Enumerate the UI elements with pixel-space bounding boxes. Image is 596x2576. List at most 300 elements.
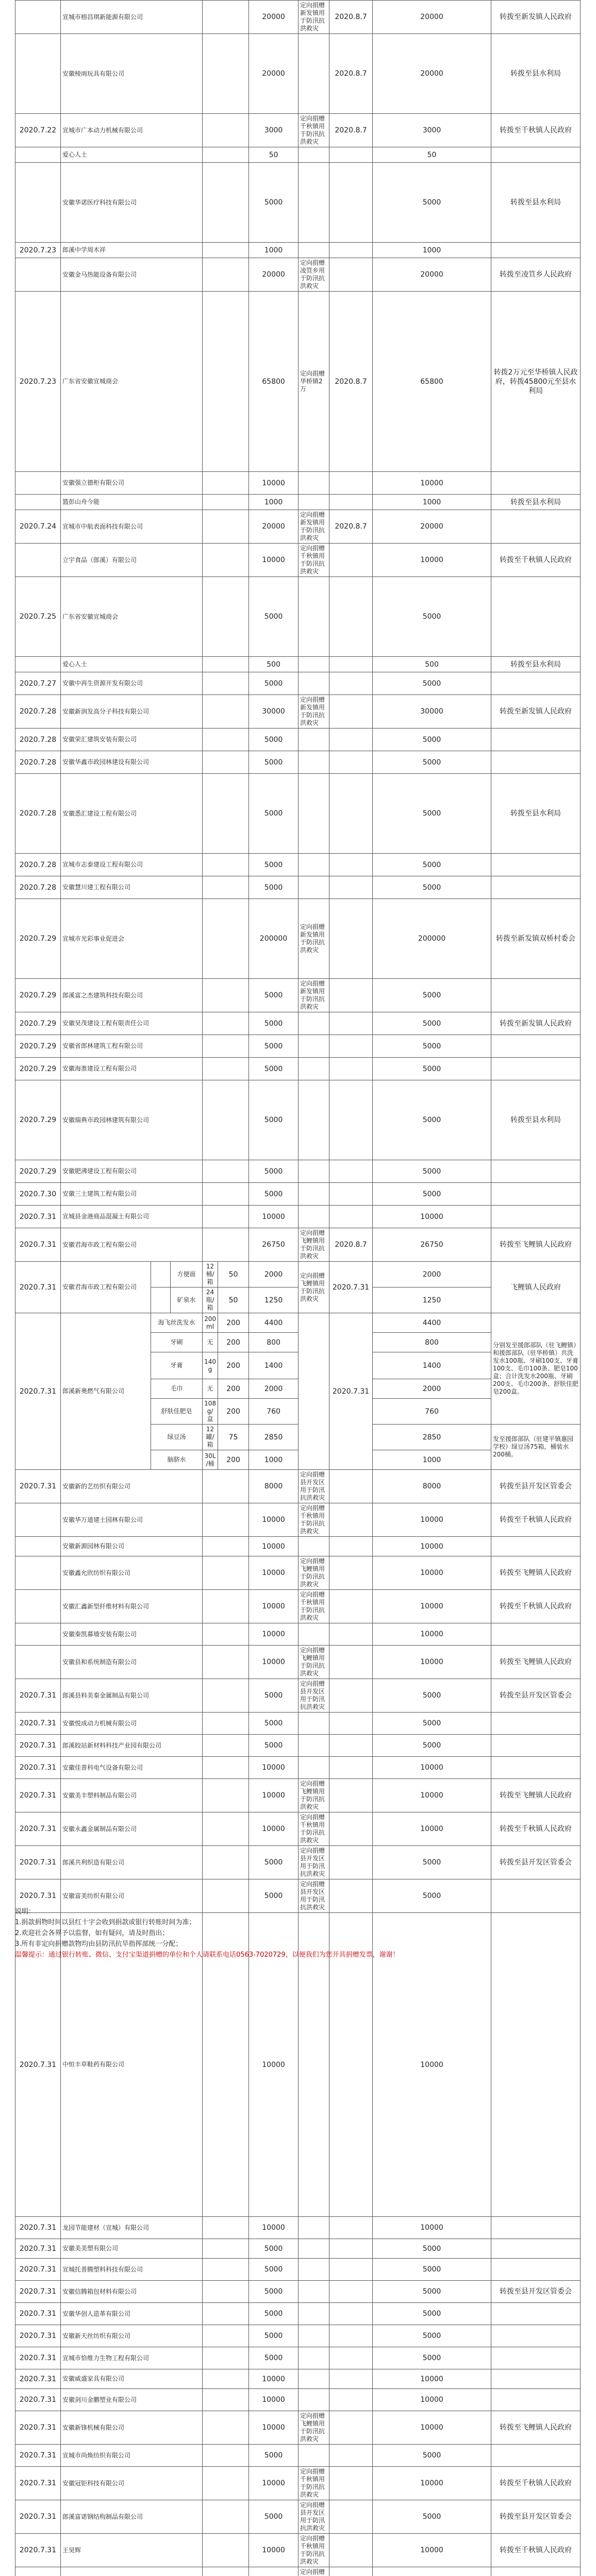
table-row [15,1556,581,1590]
date-cell: 2020.7.31 [15,1679,61,1713]
item-spec-cell: 12罐/箱 [203,1425,218,1450]
transfer-amount-cell: 10000 [373,2467,491,2500]
transfer-amount-cell: 10000 [373,2389,491,2411]
transfer-date-cell [329,1623,373,1646]
donor-cell: 安徽君海市政工程有限公司 [61,1228,203,1262]
purpose-cell: 定向捐赠新发镇用于防汛抗洪救灾 [299,695,329,728]
date-cell: 2020.7.29 [15,1012,61,1035]
table-row [15,728,581,751]
amount-cell: 1000 [249,495,299,510]
empty-cell [203,2467,249,2500]
date-cell [15,495,61,510]
transfer-amount-cell: 4400 [373,1313,491,1333]
purpose-cell [299,472,329,495]
amount-cell: 10000 [249,1206,299,1228]
amount-cell: 200000 [249,899,299,979]
date-cell: 2020.7.28 [15,728,61,751]
donor-cell: 安徽美美塑有限公司 [61,2239,203,2259]
transfer-cell [491,1160,581,1183]
empty-cell [203,243,249,258]
transfer-date-cell [329,1058,373,1080]
note-line: 1.捐款捐物时间以县红十字会收到捐款或银行转账时间为准； [15,1917,580,1928]
table-row [15,114,581,147]
amount-cell: 1400 [249,1352,299,1379]
transfer-amount-cell: 10000 [373,2217,491,2239]
purpose-cell [299,1206,329,1228]
amount-cell: 1250 [249,1287,299,1313]
amount-cell: 20000 [249,1,299,34]
amount-cell: 30000 [249,695,299,728]
amount-cell: 5000 [249,2347,299,2369]
transfer-cell [491,751,581,774]
purpose-cell [299,1313,329,1470]
transfer-cell [491,577,581,657]
transfer-amount-cell: 10000 [373,472,491,495]
transfer-amount-cell: 10000 [373,2411,491,2445]
transfer-cell [491,728,581,751]
date-cell [15,472,61,495]
table-row [15,876,581,899]
empty-cell [203,1206,249,1228]
amount-cell: 5000 [249,2325,299,2347]
donor-cell: 安徽新的艺纺织有限公司 [61,1470,203,1503]
purpose-cell [299,1735,329,1757]
donor-cell: 安徽君海市政工程有限公司 [61,1262,151,1313]
table-row [15,979,581,1012]
transfer-amount-cell: 1250 [373,1287,491,1313]
transfer-cell: 转拨至飞鲤镇人民政府 [491,1646,581,1679]
purpose-cell [299,2347,329,2369]
donor-cell: 安徽荣汇建筑安装有限公司 [61,728,203,751]
transfer-date-cell [329,1035,373,1058]
table-row [15,1537,581,1556]
empty-cell [203,2259,249,2281]
amount-cell: 8000 [249,1470,299,1503]
empty-cell [203,114,249,147]
date-cell: 2020.7.31 [15,2369,61,2389]
date-cell [15,1,61,34]
transfer-cell [491,1623,581,1646]
transfer-cell [491,2303,581,2325]
amount-cell: 10000 [249,1537,299,1556]
note-line: 3.所有非定向捐赠款物均由县防汛抗旱指挥部统一分配； [15,1939,580,1950]
transfer-cell: 转拨至千秋镇人民政府 [491,2467,581,2500]
purpose-cell: 定向捐赠飞鲤镇用于防汛抗洪救灾 [299,1262,329,1313]
item-qty-cell: 50 [218,1262,249,1287]
donor-cell: 宣城托普腾塑料科技有限公司 [61,2259,203,2281]
donor-cell: 宣城市光彩事业促进会 [61,899,203,979]
donor-cell: 安徽金马热能设备有限公司 [61,258,203,292]
purpose-cell: 定向捐赠飞鲤镇用于防汛抗洪救灾 [299,1228,329,1262]
transfer-date-cell [329,2239,373,2259]
transfer-cell [491,1206,581,1228]
date-cell: 2020.7.29 [15,1080,61,1160]
amount-cell: 20000 [249,510,299,544]
transfer-amount-cell: 8000 [373,1470,491,1503]
date-cell: 2020.7.31 [15,1228,61,1262]
transfer-cell: 转拨至县水利局 [491,774,581,854]
goods-row [15,1262,581,1287]
date-cell: 2020.7.27 [15,672,61,695]
transfer-date-cell [329,1713,373,1735]
transfer-cell [491,2259,581,2281]
transfer-cell [491,147,581,163]
transfer-amount-cell: 5000 [373,728,491,751]
table-row [15,2259,581,2281]
transfer-cell: 转拨至县水利局 [491,34,581,114]
donor-cell: 王昊辉 [61,2534,203,2567]
transfer-amount-cell: 10000 [373,2534,491,2567]
transfer-amount-cell: 10000 [373,1623,491,1646]
date-cell: 2020.7.31 [15,1779,61,1812]
amount-cell: 5000 [249,1058,299,1080]
donor-cell: 安徽新天丝纺织有限公司 [61,2325,203,2347]
date-cell: 2020.7.23 [15,243,61,258]
donor-cell: 安徽肥沸建设工程有限公司 [61,1160,203,1183]
transfer-amount-cell: 5000 [373,979,491,1012]
date-cell: 2020.7.31 [15,2411,61,2445]
transfer-amount-cell: 5000 [373,672,491,695]
date-cell: 2020.7.31 [15,1846,61,1879]
item-name-cell: 牙刷 [151,1333,203,1352]
empty-cell [203,695,249,728]
purpose-cell: 定向捐赠县开发区用于防汛抗洪救灾 [299,1679,329,1713]
amount-cell: 10000 [249,2467,299,2500]
date-cell: 2020.7.31 [15,1313,61,1470]
empty-cell [203,1228,249,1262]
date-cell: 2020.7.31 [15,2303,61,2325]
table-row [15,774,581,854]
transfer-date-cell [329,1812,373,1846]
purpose-cell [299,774,329,854]
date-cell: 2020.7.31 [15,1206,61,1228]
transfer-date-cell [329,2467,373,2500]
purpose-cell [299,728,329,751]
table-row [15,1080,581,1160]
table-row [15,2500,581,2534]
purpose-cell [299,2217,329,2239]
transfer-cell: 转拨2万元至华桥镇人民政府，转拨45800元至县水利局 [491,292,581,472]
empty-cell [203,2411,249,2445]
empty-cell [203,1646,249,1679]
table-row [15,657,581,672]
transfer-amount-cell: 5000 [373,854,491,876]
transfer-amount-cell: 65800 [373,292,491,472]
transfer-date-cell [329,774,373,854]
table-row [15,1679,581,1713]
amount-cell: 5000 [249,1035,299,1058]
amount-cell: 26750 [249,1228,299,1262]
purpose-cell: 定向捐赠县开发区用于防汛抗洪救灾 [299,1879,329,1913]
date-cell: 2020.7.31 [15,2217,61,2239]
transfer-amount-cell: 1000 [373,1450,491,1470]
transfer-date-cell [329,577,373,657]
empty-cell [203,1713,249,1735]
purpose-cell [299,163,329,243]
item-spec-cell: 140g [203,1352,218,1379]
table-row [15,1646,581,1679]
transfer-cell: 转拨至县开发区管委会 [491,1679,581,1713]
transfer-amount-cell: 10000 [373,1503,491,1537]
transfer-cell: 转拨至千秋镇人民政府 [491,544,581,577]
transfer-date-cell [329,1183,373,1206]
transfer-date-cell [329,728,373,751]
item-qty-cell: 200 [218,1399,249,1425]
table-row [15,1590,581,1623]
transfer-date-cell [329,672,373,695]
transfer-cell: 转拨至县水利局 [491,163,581,243]
date-cell: 2020.7.31 [15,1262,61,1313]
purpose-cell: 定向捐赠县开发区用于防汛抗洪救灾 [299,1846,329,1879]
donor-cell [61,2567,203,2576]
donor-cell: 郎溪新奥燃气有限公司 [61,1313,151,1470]
date-cell [15,1623,61,1646]
table-row [15,1228,581,1262]
amount-cell: 5000 [249,2500,299,2534]
purpose-cell [299,1713,329,1735]
purpose-cell [299,2239,329,2259]
transfer-date-cell [329,258,373,292]
date-cell [15,657,61,672]
transfer-amount-cell: 5000 [373,1679,491,1713]
transfer-cell: 转拨至飞鲤镇人民政府 [491,2411,581,2445]
purpose-cell [299,2325,329,2347]
transfer-date-cell: 2020.8.7 [329,1,373,34]
transfer-amount-cell: 5000 [373,163,491,243]
transfer-cell: 转拨至县水利局 [491,495,581,510]
empty-cell [203,657,249,672]
donor-cell: 宣城市广本动力机械有限公司 [61,114,203,147]
amount-cell: 3000 [249,114,299,147]
donor-cell: 安徽新源园林有限公司 [61,1537,203,1556]
purpose-cell [299,1183,329,1206]
transfer-amount-cell: 5000 [373,751,491,774]
transfer-cell: 转拨至新发镇人民政府 [491,695,581,728]
transfer-cell: 转拨至千秋镇人民政府 [491,114,581,147]
purpose-cell: 定向捐赠千秋镇用于防汛抗洪救灾 [299,2534,329,2567]
empty-cell [203,1537,249,1556]
purpose-cell [299,577,329,657]
empty-cell [203,292,249,472]
amount-cell: 5000 [249,1879,299,1913]
transfer-date-cell: 2020.7.31 [329,1313,373,1470]
purpose-cell [299,2259,329,2281]
date-cell: 2020.7.31 [15,1713,61,1735]
item-name-cell: 方便面 [171,1262,203,1287]
purpose-cell [299,1160,329,1183]
purpose-cell: 定向捐赠新发镇用于防汛抗洪救灾 [299,979,329,1012]
empty-cell [203,2217,249,2239]
amount-cell: 10000 [249,1646,299,1679]
date-cell: 2020.7.29 [15,1035,61,1058]
table-row [15,1713,581,1735]
purpose-cell: 定向捐赠千秋镇用于防汛抗洪救灾 [299,114,329,147]
item-qty-cell: 200 [218,1450,249,1470]
amount-cell: 10000 [249,472,299,495]
empty-cell [203,2303,249,2325]
table-row [15,751,581,774]
date-cell: 2020.7.29 [15,979,61,1012]
transfer-cell: 转拨至飞鲤镇人民政府 [491,1779,581,1812]
transfer-cell: 转拨至县开发区管委会 [491,2281,581,2303]
empty-cell [203,1757,249,1779]
donor-cell: 爱心人士 [61,657,203,672]
table-row [15,695,581,728]
table-row [15,2325,581,2347]
transfer-amount-cell: 20000 [373,34,491,114]
tip-line: 温馨提示：通过银行转账、微信、支付宝渠道捐赠的单位和个人请联系电话0563-7020729，以便我们为您开具捐赠发票，谢谢！ [15,1950,580,1960]
table-row [15,510,581,544]
purpose-cell: 定向捐赠千秋镇用于防汛抗洪救灾 [299,2467,329,2500]
empty-cell [203,1679,249,1713]
transfer-date-cell: 2020.7.31 [329,1262,373,1313]
table-row [15,672,581,695]
date-cell [15,163,61,243]
purpose-cell [299,672,329,695]
date-cell: 2020.7.28 [15,774,61,854]
transfer-amount-cell: 10000 [373,1757,491,1779]
table-row [15,854,581,876]
empty-cell [203,2281,249,2303]
amount-cell: 5000 [249,2281,299,2303]
transfer-amount-cell: 10000 [373,1537,491,1556]
transfer-date-cell [329,1160,373,1183]
empty-cell [203,1183,249,1206]
date-cell: 2020.7.28 [15,854,61,876]
transfer-date-cell [329,147,373,163]
table-row [15,2369,581,2389]
transfer-date-cell [329,1556,373,1590]
transfer-cell: 转拨至县开发区管委会 [491,2500,581,2534]
purpose-cell: 定向捐赠凌笪乡用于防汛抗洪救灾 [299,258,329,292]
donor-cell: 安徽华万道建士园林有限公司 [61,1503,203,1537]
table-row [15,1183,581,1206]
amount-cell [249,2567,299,2576]
amount-cell: 5000 [249,2239,299,2259]
date-cell: 2020.7.25 [15,577,61,657]
transfer-amount-cell: 5000 [373,2281,491,2303]
donor-cell: 安徽永鑫金属制品有限公司 [61,1812,203,1846]
amount-cell: 5000 [249,751,299,774]
note-line: 2.欢迎社会各界予以监督，如有疑问，请及时指出； [15,1928,580,1939]
donor-cell: 安徽慧川建工程有限公司 [61,876,203,899]
amount-cell: 5000 [249,1735,299,1757]
amount-cell: 5000 [249,2259,299,2281]
transfer-date-cell [329,2217,373,2239]
purpose-cell: 定向捐赠县开发区用于防汛抗洪救灾 [299,2500,329,2534]
transfer-date-cell: 2020.8.7 [329,114,373,147]
table-row [15,1812,581,1846]
empty-cell [203,2567,249,2576]
transfer-date-cell [329,2281,373,2303]
transfer-amount-cell: 2850 [373,1425,491,1450]
empty-cell [203,258,249,292]
donor-cell: 爱心人士 [61,147,203,163]
transfer-date-cell [329,2567,373,2576]
purpose-cell [299,243,329,258]
item-name-cell: 脑脐水 [151,1450,203,1470]
date-cell [15,2567,61,2576]
donor-cell: 安徽信腾箱包材料有限公司 [61,2281,203,2303]
transfer-date-cell [329,1503,373,1537]
empty-cell [203,577,249,657]
transfer-amount-cell: 5000 [373,577,491,657]
date-cell: 2020.7.30 [15,1183,61,1206]
transfer-amount-cell: 5000 [373,1160,491,1183]
item-qty-cell: 200 [218,1352,249,1379]
date-cell: 2020.7.31 [15,2325,61,2347]
item-qty-cell: 200 [218,1333,249,1352]
table-row [15,2303,581,2325]
empty-cell [203,728,249,751]
amount-cell: 20000 [249,34,299,114]
date-cell: 2020.7.22 [15,114,61,147]
transfer-cell: 转拨至千秋镇人民政府 [491,1812,581,1846]
donor-cell: 安徽冠钜科技有限公司 [61,2467,203,2500]
purpose-cell: 定向捐赠华桥镇2万 [299,292,329,472]
transfer-date-cell [329,2325,373,2347]
donor-cell: 宣城县金港商品混凝土有限公司 [61,1206,203,1228]
amount-cell: 5000 [249,854,299,876]
transfer-date-cell: 2020.8.7 [329,292,373,472]
item-spec-cell: 无 [203,1379,218,1399]
date-cell: 2020.7.24 [15,510,61,544]
transfer-date-cell [329,876,373,899]
empty-cell [203,2369,249,2389]
transfer-amount-cell: 10000 [373,1556,491,1590]
transfer-amount-cell: 800 [373,1333,491,1352]
purpose-cell [299,2445,329,2467]
donor-cell: 安徽鑫允欣纺织有限公司 [61,1556,203,1590]
table-row [15,1846,581,1879]
purpose-cell: 定向捐赠新发镇用于防汛抗洪救灾 [299,1,329,34]
purpose-cell: 定向捐赠飞鲤镇用于防汛抗洪救灾 [299,2411,329,2445]
transfer-amount-cell: 5000 [373,2347,491,2369]
donor-cell: 安徽海淮建设工程有限公司 [61,1058,203,1080]
transfer-cell [491,1035,581,1058]
empty-cell [203,1735,249,1757]
transfer-date-cell [329,163,373,243]
donor-cell: 安徽华鑫市政园林建设有限公司 [61,751,203,774]
amount-cell: 500 [249,657,299,672]
purpose-cell: 定向捐赠飞鲤镇用于防汛抗洪救灾 [299,1556,329,1590]
transfer-cell: 分别发至援郎部队（驻飞鲤镇）和援郎部队（驻华桥镇）共洗发水100瓶、牙刷100支、牙膏100支、毛巾100条、肥皂100盒；合计洗发水200瓶、牙刷200支、毛巾200条、舒肤佳肥皂200盒。 [491,1313,581,1425]
transfer-date-cell: 2020.8.7 [329,1228,373,1262]
table-row [15,258,581,292]
transfer-cell [491,672,581,695]
transfer-amount-cell: 5000 [373,2239,491,2259]
purpose-cell: 定向捐赠新发镇用于防汛抗洪救灾 [299,510,329,544]
amount-cell: 5000 [249,2303,299,2325]
empty-cell [203,472,249,495]
transfer-date-cell [329,1012,373,1035]
transfer-cell [491,876,581,899]
transfer-amount-cell: 500 [373,657,491,672]
purpose-cell [299,2303,329,2325]
date-cell: 2020.7.31 [15,1913,61,2217]
transfer-amount-cell: 1000 [373,495,491,510]
transfer-cell [491,2217,581,2239]
transfer-date-cell [329,2534,373,2567]
transfer-cell: 转拨至飞鲤镇人民政府 [491,1556,581,1590]
amount-cell: 5000 [249,1160,299,1183]
empty-cell [203,1623,249,1646]
table-row [15,2239,581,2259]
empty-cell [203,1503,249,1537]
empty-cell [203,163,249,243]
item-spec-cell: 200ml [203,1313,218,1333]
donor-cell: 安徽县和系统制造有限公司 [61,1646,203,1679]
